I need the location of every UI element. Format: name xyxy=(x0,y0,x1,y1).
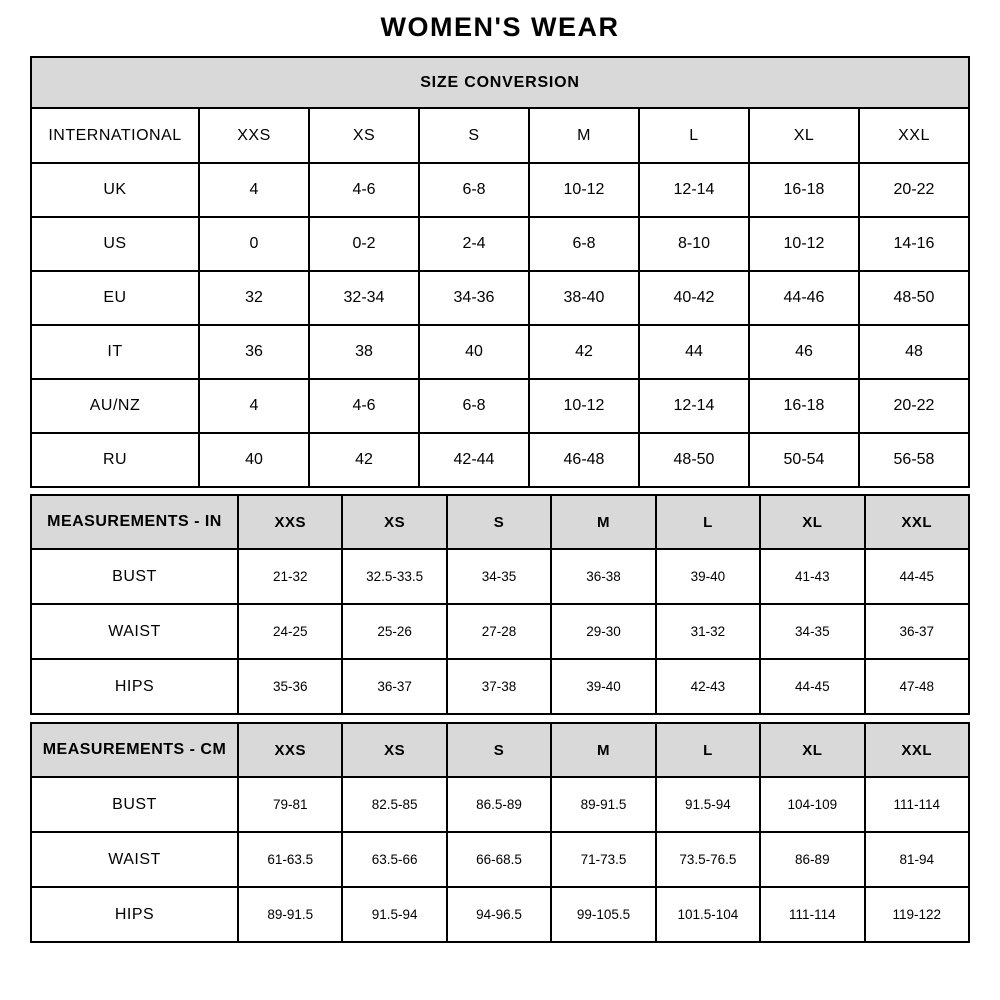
value-cell: 94-96.5 xyxy=(447,887,551,942)
value-cell: 10-12 xyxy=(529,379,639,433)
value-cell: 8-10 xyxy=(639,217,749,271)
table-header-row xyxy=(31,495,969,549)
row-label: BUST xyxy=(31,777,238,832)
value-cell: 44-45 xyxy=(865,549,969,604)
table-row xyxy=(31,217,969,271)
value-cell: 6-8 xyxy=(419,163,529,217)
column-header-cell: XL xyxy=(749,108,859,163)
size-header-cell: M xyxy=(551,723,655,777)
table-row xyxy=(31,604,969,659)
value-cell: 34-36 xyxy=(419,271,529,325)
size-header-cell: S xyxy=(447,723,551,777)
value-cell: 40 xyxy=(199,433,309,487)
measurements-in-table xyxy=(30,494,970,715)
table-row xyxy=(31,325,969,379)
table-header-row xyxy=(31,723,969,777)
row-label: BUST xyxy=(31,549,238,604)
size-header-cell: XXL xyxy=(865,495,969,549)
table-row xyxy=(31,549,969,604)
table-row xyxy=(31,163,969,217)
value-cell: 41-43 xyxy=(760,549,864,604)
value-cell: 56-58 xyxy=(859,433,969,487)
value-cell: 36-38 xyxy=(551,549,655,604)
value-cell: 50-54 xyxy=(749,433,859,487)
value-cell: 6-8 xyxy=(419,379,529,433)
value-cell: 48-50 xyxy=(859,271,969,325)
page-title: WOMEN'S WEAR xyxy=(380,12,620,42)
value-cell: 119-122 xyxy=(865,887,969,942)
value-cell: 39-40 xyxy=(551,659,655,714)
value-cell: 37-38 xyxy=(447,659,551,714)
value-cell: 91.5-94 xyxy=(656,777,760,832)
size-header-cell: XXS xyxy=(238,495,342,549)
value-cell: 81-94 xyxy=(865,832,969,887)
value-cell: 34-35 xyxy=(760,604,864,659)
value-cell: 34-35 xyxy=(447,549,551,604)
value-cell: 39-40 xyxy=(656,549,760,604)
value-cell: 71-73.5 xyxy=(551,832,655,887)
column-header-cell: XXL xyxy=(859,108,969,163)
value-cell: 2-4 xyxy=(419,217,529,271)
value-cell: 20-22 xyxy=(859,163,969,217)
column-header-cell: INTERNATIONAL xyxy=(31,108,199,163)
size-header-cell: XXL xyxy=(865,723,969,777)
table-row xyxy=(31,271,969,325)
row-label: WAIST xyxy=(31,832,238,887)
row-label: WAIST xyxy=(31,604,238,659)
table-row xyxy=(31,887,969,942)
value-cell: 31-32 xyxy=(656,604,760,659)
value-cell: 48 xyxy=(859,325,969,379)
value-cell: 25-26 xyxy=(342,604,446,659)
table-row xyxy=(31,832,969,887)
value-cell: 42 xyxy=(529,325,639,379)
value-cell: 29-30 xyxy=(551,604,655,659)
value-cell: 91.5-94 xyxy=(342,887,446,942)
value-cell: 0 xyxy=(199,217,309,271)
value-cell: 14-16 xyxy=(859,217,969,271)
size-header-cell: XL xyxy=(760,723,864,777)
value-cell: 44-46 xyxy=(749,271,859,325)
value-cell: 89-91.5 xyxy=(238,887,342,942)
value-cell: 42 xyxy=(309,433,419,487)
value-cell: 36-37 xyxy=(865,604,969,659)
value-cell: 4-6 xyxy=(309,379,419,433)
value-cell: 36 xyxy=(199,325,309,379)
measurements-in-header: MEASUREMENTS - IN xyxy=(31,495,238,549)
row-label: IT xyxy=(31,325,199,379)
value-cell: 44-45 xyxy=(760,659,864,714)
value-cell: 12-14 xyxy=(639,163,749,217)
value-cell: 38-40 xyxy=(529,271,639,325)
row-label: RU xyxy=(31,433,199,487)
size-header-cell: L xyxy=(656,723,760,777)
value-cell: 111-114 xyxy=(865,777,969,832)
value-cell: 36-37 xyxy=(342,659,446,714)
value-cell: 79-81 xyxy=(238,777,342,832)
value-cell: 0-2 xyxy=(309,217,419,271)
size-header-cell: XS xyxy=(342,495,446,549)
value-cell: 63.5-66 xyxy=(342,832,446,887)
value-cell: 32.5-33.5 xyxy=(342,549,446,604)
value-cell: 12-14 xyxy=(639,379,749,433)
column-header-cell: M xyxy=(529,108,639,163)
table-row xyxy=(31,659,969,714)
value-cell: 32 xyxy=(199,271,309,325)
value-cell: 89-91.5 xyxy=(551,777,655,832)
value-cell: 4-6 xyxy=(309,163,419,217)
value-cell: 40-42 xyxy=(639,271,749,325)
value-cell: 10-12 xyxy=(749,217,859,271)
value-cell: 24-25 xyxy=(238,604,342,659)
value-cell: 47-48 xyxy=(865,659,969,714)
value-cell: 82.5-85 xyxy=(342,777,446,832)
size-header-cell: XS xyxy=(342,723,446,777)
value-cell: 46 xyxy=(749,325,859,379)
value-cell: 48-50 xyxy=(639,433,749,487)
size-header-cell: XL xyxy=(760,495,864,549)
size-header-cell: XXS xyxy=(238,723,342,777)
value-cell: 20-22 xyxy=(859,379,969,433)
value-cell: 73.5-76.5 xyxy=(656,832,760,887)
value-cell: 40 xyxy=(419,325,529,379)
value-cell: 86-89 xyxy=(760,832,864,887)
value-cell: 16-18 xyxy=(749,379,859,433)
value-cell: 44 xyxy=(639,325,749,379)
table-row xyxy=(31,777,969,832)
size-conversion-table xyxy=(30,56,970,488)
value-cell: 61-63.5 xyxy=(238,832,342,887)
measurements-cm-table xyxy=(30,722,970,943)
column-header-cell: XXS xyxy=(199,108,309,163)
value-cell: 4 xyxy=(199,379,309,433)
value-cell: 35-36 xyxy=(238,659,342,714)
value-cell: 101.5-104 xyxy=(656,887,760,942)
value-cell: 86.5-89 xyxy=(447,777,551,832)
table-banner-row xyxy=(31,57,969,108)
row-label: EU xyxy=(31,271,199,325)
measurements-cm-header: MEASUREMENTS - CM xyxy=(31,723,238,777)
value-cell: 111-114 xyxy=(760,887,864,942)
value-cell: 42-43 xyxy=(656,659,760,714)
value-cell: 4 xyxy=(199,163,309,217)
value-cell: 38 xyxy=(309,325,419,379)
column-header-cell: XS xyxy=(309,108,419,163)
value-cell: 16-18 xyxy=(749,163,859,217)
value-cell: 6-8 xyxy=(529,217,639,271)
row-label: AU/NZ xyxy=(31,379,199,433)
row-label: UK xyxy=(31,163,199,217)
value-cell: 42-44 xyxy=(419,433,529,487)
value-cell: 46-48 xyxy=(529,433,639,487)
column-header-cell: L xyxy=(639,108,749,163)
row-label: HIPS xyxy=(31,659,238,714)
size-header-cell: S xyxy=(447,495,551,549)
row-label: HIPS xyxy=(31,887,238,942)
value-cell: 32-34 xyxy=(309,271,419,325)
column-header-row xyxy=(31,108,969,163)
row-label: US xyxy=(31,217,199,271)
value-cell: 104-109 xyxy=(760,777,864,832)
size-header-cell: L xyxy=(656,495,760,549)
value-cell: 27-28 xyxy=(447,604,551,659)
size-header-cell: M xyxy=(551,495,655,549)
value-cell: 21-32 xyxy=(238,549,342,604)
size-conversion-header: SIZE CONVERSION xyxy=(31,57,969,108)
column-header-cell: S xyxy=(419,108,529,163)
value-cell: 99-105.5 xyxy=(551,887,655,942)
value-cell: 66-68.5 xyxy=(447,832,551,887)
value-cell: 10-12 xyxy=(529,163,639,217)
table-row xyxy=(31,433,969,487)
table-row xyxy=(31,379,969,433)
